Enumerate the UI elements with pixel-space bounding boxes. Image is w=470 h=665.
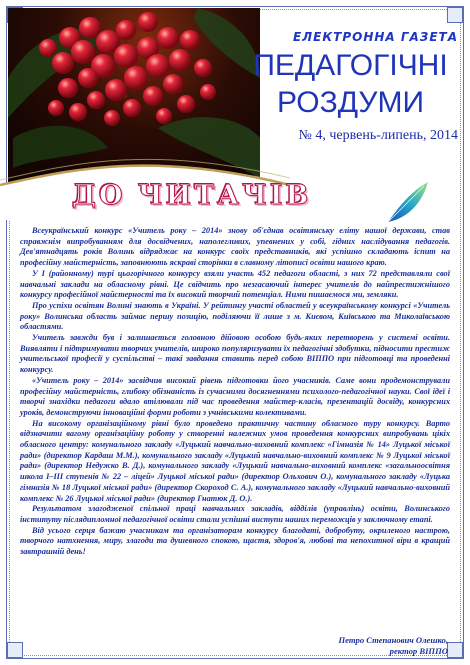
section-banner xyxy=(72,180,352,222)
editorial-article xyxy=(20,226,450,558)
article-paragraph: Всеукраїнський конкурс «Учитель року – 2014» знову об'єднав освітянську еліту нашої держави, став справжнім випробуванням для досвідчених, наполегливих, упевнених у собі, гідних наслідування педагогів. Дев'ятнадцять років Волинь відряджає на конкурс своїх представників, які успішно складають іспит на професійну майстерність, заповнюють яскраві сторінки в славному літописі освіти нашого краю. xyxy=(20,226,450,268)
newspaper-title-line1: ПЕДАГОГІЧНІ xyxy=(253,49,448,82)
article-paragraph: Учитель завжди був і залишається головною дійовою особою будь-яких перетворень у системі освіти. Виявляти і підтримувати творчих учителів, широко популяризувати їх педагогічні здобутки, підносити престиж учительської професії у суспільстві – такі завдання ставить перед собою ВІППО при підготовці та проведенні конкурсу. xyxy=(20,333,450,375)
author-signature xyxy=(338,635,448,656)
frame-corner xyxy=(447,642,463,658)
article-paragraph: Результатом злагодженої спільної праці навчальних закладів, відділів (управлінь) освіти, Волинського інституту післядипломної педагогічної освіти стали успішні виступи наших переможців у заключному етапі. xyxy=(20,504,450,524)
author-name: Петро Степанович Олешко, xyxy=(338,635,448,645)
frame-corner xyxy=(7,642,23,658)
article-paragraph: «Учитель року – 2014» засвідчив високий рівень підготовки його учасників. Саме вони продемонстрували професійну майстерність, глибоку обізнаність із сучасними досягненнями психолого-педагогічної науки. Свої ідеї і творчі знахідки педагоги вдало втілювали під час проведення майстер-класів, презентацій досвіду, конкурсних уроків, демонструючи інноваційні форми роботи з учнівськими колективами. xyxy=(20,375,450,417)
issue-info: № 4, червень-липень, 2014 xyxy=(298,128,458,143)
newspaper-title-line2: РОЗДУМИ xyxy=(276,86,425,119)
frame-corner xyxy=(447,7,463,23)
article-paragraph: У І (районному) турі цьогорічного конкурсу взяли участь 452 педагоги області, з них 72 представляли свої навчальні заклади на обласному рівні. Це свідчить про незгасаючий інтерес учителів до найпрестижнішого конкурсу професійної майстерності та їх високий творчий потенціал. Ними пишаємося ми, земляки. xyxy=(20,268,450,300)
article-paragraph: Від усього серця бажаю учасникам та організаторам конкурсу благодаті, добробуту, окриленого настрою, творчого натхнення, миру, злагоди та душевного спокою, щастя, здоров'я, любові та непохитної віри в кращий завтрашній день! xyxy=(20,525,450,557)
newspaper-kicker: ЕЛЕКТРОННА ГАЗЕТА xyxy=(292,30,458,44)
article-paragraph: На високому організаційному рівні було проведено практичну частину обласного туру конкурсу. Варто відзначити вагому організаційну роботу у створенні належних умов проведення конкурсних випробувань цікіх обласного центру: комунального закладу «Луцький навчально-виховний комплекс «Гімназія № 14» Луцької міської ради» (директор Кардаш М.М.), комунального закладу «Луцький навчально-виховний комплекс № 9 Луцької міської ради» (директор Недужко В. Д.), комунального закладу «Луцький навчально-виховний комплекс «загальноосвітня школа І–ІІІ ступенів № 22 – ліцей» Луцької міської ради» (директор Ольхович О.), комунального закладу «Луцька гімназія № 18 Луцької міської ради» (директор Скороход С. А.), комунального закладу «Луцький навчально-виховний комплекс № 26 Луцької міської ради» (директор Гнатюк Д. О.). xyxy=(20,418,450,503)
article-paragraph: Про успіхи освітян Волині знають в Україні. У рейтингу участі областей у всеукраїнському конкурсі «Учитель року» Волинська область займає першу позицію, поділяючи її лише з м. Києвом, Київською та Миколаївською областями. xyxy=(20,300,450,332)
author-role: ректор ВІППО xyxy=(389,645,448,656)
section-title: ДО ЧИТАЧІВ xyxy=(72,180,312,211)
masthead xyxy=(243,30,458,144)
feather-icon xyxy=(384,178,432,226)
